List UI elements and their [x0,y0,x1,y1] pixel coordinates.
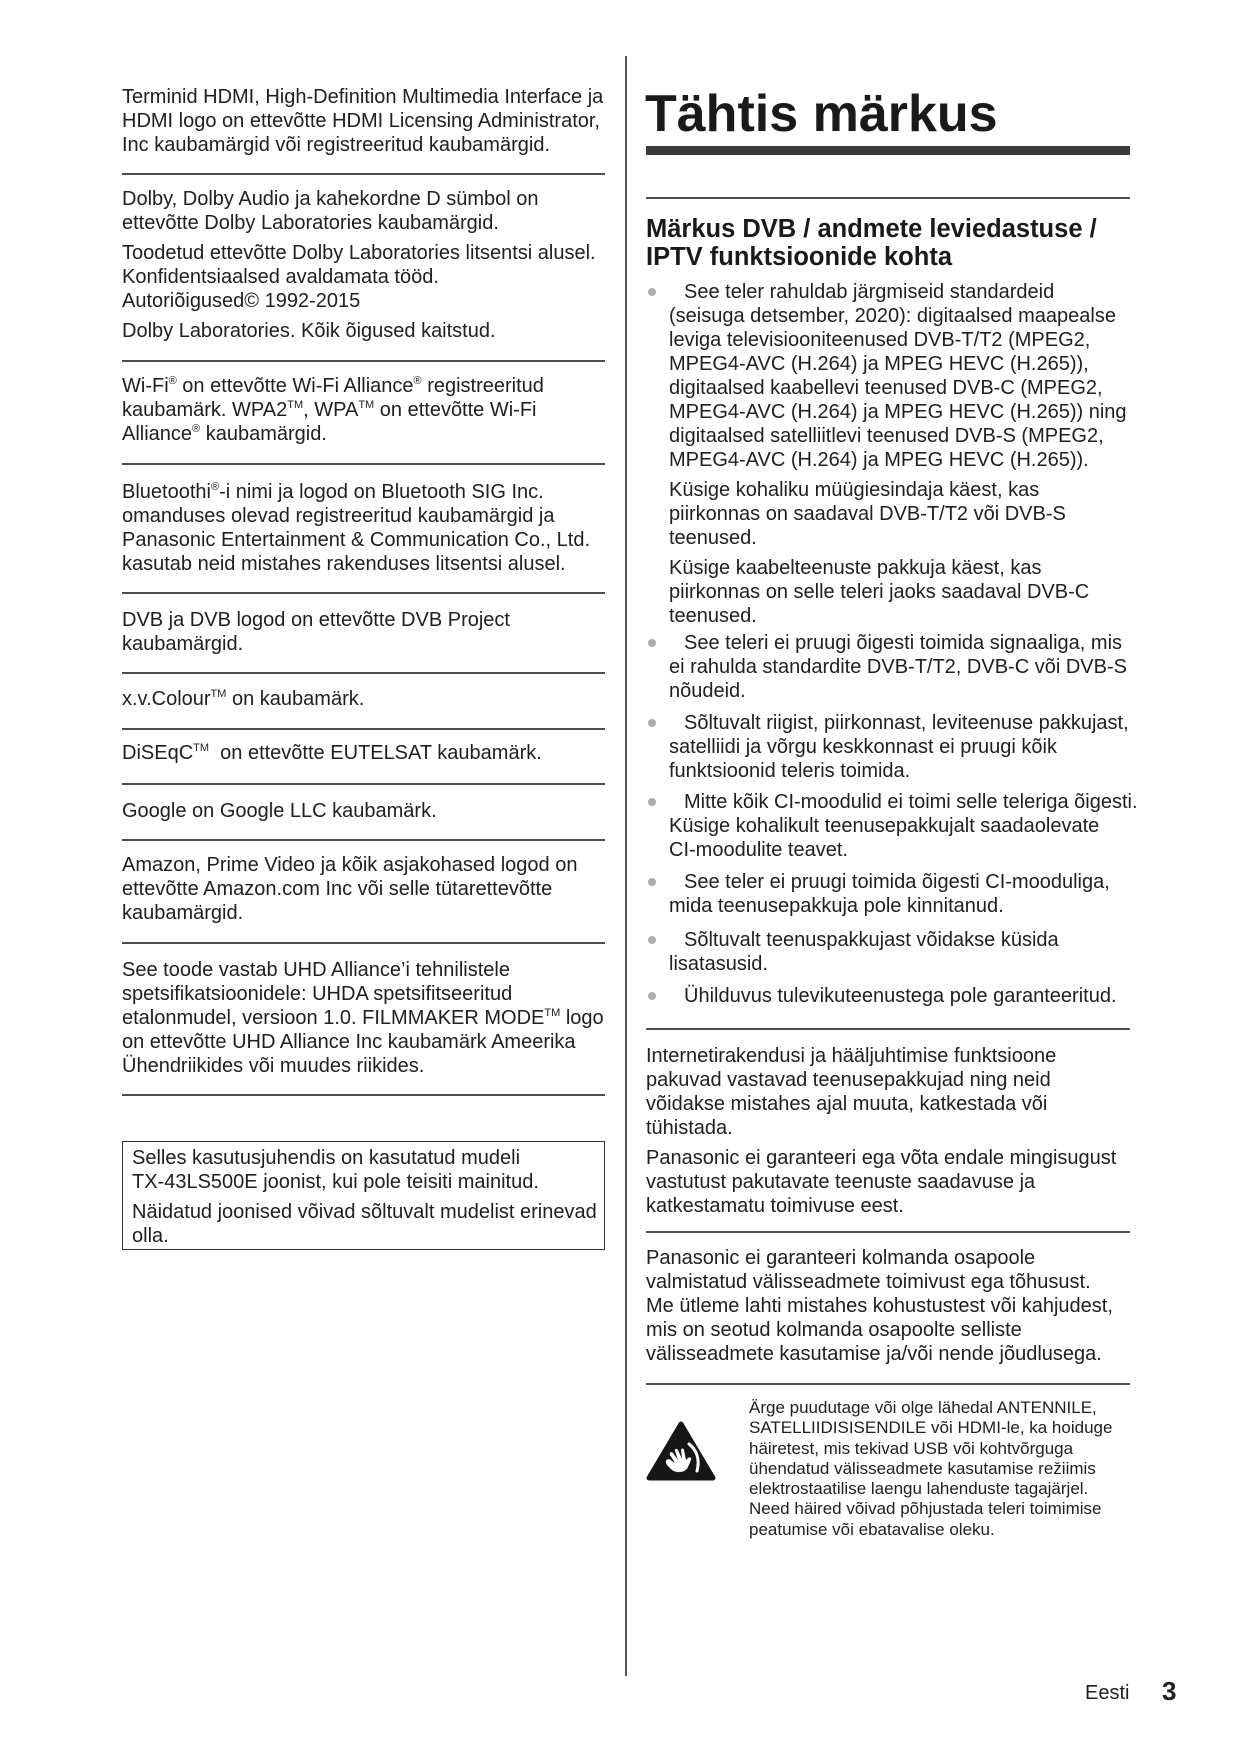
text-line: teenused. [669,527,757,549]
model-illustration-notice-box [122,1141,605,1250]
bluetooth-trademark-note [122,480,612,576]
text-segment: x.v.Colour [122,688,211,710]
section-divider [122,463,605,465]
title-underline-bar [646,146,1130,155]
xvcolour-trademark-note [122,687,612,711]
text-line: Panasonic Entertainment & Communication Co., Ltd. [122,529,591,551]
text-line: leviga televisiooniteenused DVB-T/T2 (MPEG2, [669,329,1091,351]
text-line: Mitte kõik CI-moodulid ei toimi selle teleriga õigesti. [684,791,1138,813]
google-trademark-note [122,799,612,823]
superscript-mark: TM [287,399,304,411]
section-divider [122,942,605,944]
bullet-item-regional-functions [669,711,1149,783]
text-line: Google on Google LLC kaubamärk. [122,800,437,822]
text-line [122,398,612,422]
text-line: kaubamärgid. [122,902,244,924]
text-segment: logo [560,1007,604,1029]
paragraph [122,687,612,711]
text-line: Autoriõigused© 1992-2015 [122,290,361,312]
hdmi-trademark-note [122,85,612,157]
paragraph [669,928,1149,976]
text-line: ei rahulda standardite DVB-T/T2, DVB-C või DVB-S [669,656,1127,678]
dolby-trademark-note [122,187,612,343]
section-divider [646,197,1130,199]
paragraph [122,187,612,235]
paragraph [122,799,612,823]
section-divider [646,1383,1130,1385]
text-line: on ettevõtte UHD Alliance Inc kaubamärk Ameerika [122,1031,576,1053]
text-line: digitaalsed satelliitlevi teenused DVB-S (MPEG2, [669,425,1104,447]
text-line: häiretest, mis tekivad USB või kohtvõrguga [749,1438,1074,1458]
paragraph [122,241,612,313]
text-line: Internetirakendusi ja hääljuhtimise funktsioone [646,1045,1057,1067]
bullet-item-ci-module-approval [669,870,1149,918]
text-line: spetsifikatsioonidele: UHDA spetsifitseeritud [122,983,513,1005]
text-segment: Wi-Fi [122,375,169,397]
section-divider [122,839,605,841]
paragraph [122,958,612,1078]
text-segment: Bluetoothi [122,481,211,503]
bullet-dot-icon [648,878,656,886]
bullet-dot-icon [648,992,656,1000]
text-line: välisseadmete kasutamise ja/või nende jõudlusega. [646,1343,1102,1365]
text-line: piirkonnas on saadaval DVB-T/T2 või DVB-S [669,503,1066,525]
uhd-alliance-note [122,958,612,1078]
text-segment: on kaubamärk. [226,688,365,710]
text-line [122,741,612,765]
text-line: MPEG4-AVC (H.264) ja MPEG HEVC (H.265)) ning [669,401,1127,423]
text-line: vastutust pakutavate teenuste saadavuse ja [646,1171,1036,1193]
text-segment: etalonmudel, versioon 1.0. FILMMAKER MODE [122,1007,545,1029]
text-line: kasutab neid mistahes rakenduses litsentsi alusel. [122,553,566,575]
text-line: IPTV funktsioonide kohta [646,243,953,271]
section-divider [646,1231,1130,1233]
text-line: Ühilduvus tulevikuteenustega pole garanteeritud. [684,985,1117,1007]
section-divider [646,1028,1130,1030]
text-segment: DiSEqC [122,742,194,764]
text-line: CI-moodulite teavet. [669,839,848,861]
paragraph [669,790,1149,862]
text-line: olla. [132,1225,169,1247]
paragraph [669,984,1149,1008]
bullet-item-ci-modules [669,790,1149,862]
text-line [122,422,612,446]
text-line: Küsige kohaliku müügiesindaja käest, kas [669,479,1040,501]
text-line: valmistatud välisseadmete toimivust ega tõhusust. [646,1271,1091,1293]
paragraph [122,608,612,656]
superscript-mark: ® [192,423,201,435]
text-line: Konfidentsiaalsed avaldamata tööd. [122,266,439,288]
text-line: elektrostaatilise laengu lahenduste tagajärjel. [749,1479,1089,1499]
paragraph [669,280,1149,472]
dvb-section-heading [646,215,1097,271]
third-party-devices-note [646,1246,1146,1366]
text-line: Näidatud joonised võivad sõltuvalt mudelist erinevad [132,1201,597,1223]
text-line: Sõltuvalt teenuspakkujast võidakse küsida [684,929,1059,951]
text-segment: on ettevõtte EUTELSAT kaubamärk. [209,742,542,764]
paragraph [646,1146,1146,1218]
text-line: MPEG4-AVC (H.264) ja MPEG HEVC (H.265)), [669,353,1089,375]
paragraph [669,631,1149,703]
section-divider [122,173,605,175]
paragraph [669,870,1149,918]
wifi-trademark-note [122,374,612,446]
text-segment: registreeritud [421,375,544,397]
text-line: Panasonic ei garanteeri ega võta endale mingisugust [646,1147,1117,1169]
superscript-mark: ® [413,375,422,387]
text-line: nõudeid. [669,680,746,702]
text-line [122,1006,612,1030]
text-segment: on ettevõtte Wi-Fi [374,399,537,421]
text-line: mis on seotud kolmanda osapoolte selliste [646,1319,1022,1341]
paragraph [122,85,612,157]
section-divider [122,592,605,594]
text-line: Küsige kaabelteenuste pakkuja käest, kas [669,557,1042,579]
text-line: Ühendriikides või muudes riikides. [122,1055,425,1077]
text-segment: , WPA [303,399,359,421]
text-line: teenused. [669,605,757,627]
text-line [122,687,612,711]
text-line: mida teenusepakkuja pole kinnitanud. [669,895,1004,917]
paragraph [122,741,612,765]
text-line: TX-43LS500E joonist, kui pole teisiti mainitud. [132,1171,539,1193]
superscript-mark: ® [168,375,177,387]
text-line: SATELLIIDISISENDILE või HDMI-le, ka hoiduge [749,1418,1113,1438]
section-divider [122,672,605,674]
bullet-item-future-compatibility [669,984,1149,1008]
paragraph [669,556,1149,628]
bullet-item-additional-fees [669,928,1149,976]
paragraph [646,1044,1146,1140]
text-line: digitaalsed kaabellevi teenused DVB-C (MPEG2, [669,377,1103,399]
paragraph [749,1398,1129,1540]
text-line: peatumise või ebatavalise oleku. [749,1519,995,1539]
diseqc-trademark-note [122,741,612,765]
internet-services-note [646,1044,1146,1218]
text-line: ettevõtte Dolby Laboratories kaubamärgid. [122,212,499,234]
text-segment: -i nimi ja logod on Bluetooth SIG Inc. [219,481,544,503]
text-line: ühendatud välisseadmete kasutamise režiimis [749,1458,1096,1478]
text-segment: Alliance [122,423,193,445]
bullet-dot-icon [648,936,656,944]
paragraph [122,319,612,343]
superscript-mark: TM [193,742,210,754]
paragraph [122,480,612,576]
bullet-item-dvb-standards [669,280,1149,628]
superscript-mark: TM [544,1007,561,1019]
text-line: Panasonic ei garanteeri kolmanda osapoole [646,1247,1036,1269]
text-line: Dolby, Dolby Audio ja kahekordne D sümbol on [122,188,539,210]
text-line: HDMI logo on ettevõtte HDMI Licensing Administrator, [122,110,600,132]
text-line: (seisuga detsember, 2020): digitaalsed maapealse [669,305,1116,327]
esd-warning-text [749,1398,1129,1540]
text-line: Ärge puudutage või olge lähedal ANTENNILE, [749,1398,1097,1417]
text-line [122,480,612,504]
text-line: See teler rahuldab järgmiseid standardeid [684,281,1055,303]
paragraph [122,853,612,925]
bullet-item-signal-compatibility [669,631,1149,703]
text-line: See teleri ei pruugi õigesti toimida signaaliga, mis [684,632,1123,654]
text-line: kaubamärgid. [122,633,244,655]
text-line: Märkus DVB / andmete leviedastuse / [646,215,1097,243]
footer-language: Eesti [1085,1682,1130,1704]
page-title: Tähtis märkus [645,85,998,143]
text-line: omanduses olevad registreeritud kaubamärgid ja [122,505,555,527]
superscript-mark: ® [210,481,220,493]
bullet-dot-icon [648,288,656,296]
text-line: Toodetud ettevõtte Dolby Laboratories litsentsi alusel. [122,242,596,264]
text-line: Sõltuvalt riigist, piirkonnast, leviteenuse pakkujast, [684,712,1129,734]
paragraph [669,478,1149,550]
text-line: võidakse mistahes ajal muuta, katkestada või [646,1093,1048,1115]
text-line: satelliidi ja võrgu keskkonnast ei pruugi kõik [669,736,1057,758]
section-divider [122,783,605,785]
text-line: ettevõtte Amazon.com Inc või selle tütarettevõtte [122,878,553,900]
text-line: Küsige kohalikult teenusepakkujalt saadaolevate [669,815,1100,837]
superscript-mark: TM [210,688,227,700]
page-number: 3 [1162,1676,1177,1706]
text-line: See teler ei pruugi toimida õigesti CI-mooduliga, [684,871,1110,893]
text-segment: kaubamärk. WPA2 [122,399,288,421]
esd-warning-icon [645,1419,717,1483]
section-divider [122,728,605,730]
bullet-dot-icon [648,639,656,647]
text-line: Terminid HDMI, High-Definition Multimedia Interface ja [122,86,604,108]
text-line: funktsioonid teleris toimida. [669,760,911,782]
text-line: Amazon, Prime Video ja kõik asjakohased logod on [122,854,578,876]
text-line: Need häired võivad põhjustada teleri toimimise [749,1499,1102,1519]
section-divider [122,1094,605,1096]
text-line: Me ütleme lahti mistahes kohustustest või kahjudest, [646,1295,1113,1317]
amazon-trademark-note [122,853,612,925]
text-line: tühistada. [646,1117,733,1139]
text-line: Selles kasutusjuhendis on kasutatud mudeli [132,1147,521,1169]
text-segment: kaubamärgid. [200,423,327,445]
text-line: DVB ja DVB logod on ettevõtte DVB Project [122,609,510,631]
text-line: piirkonnas on selle teleri jaoks saadaval DVB-C [669,581,1090,603]
paragraph [122,374,612,446]
text-line: katkestamatu toimivuse eest. [646,1195,904,1217]
text-line: MPEG4-AVC (H.264) ja MPEG HEVC (H.265)). [669,449,1089,471]
column-divider [625,56,627,1676]
paragraph [646,215,1097,271]
text-line: Inc kaubamärgid või registreeritud kaubamärgid. [122,134,550,156]
text-line: pakuvad vastavad teenusepakkujad ning neid [646,1069,1051,1091]
section-divider [122,360,605,362]
text-line [122,374,612,398]
text-line: lisatasusid. [669,953,768,975]
text-line: See toode vastab UHD Alliance’i tehnilistele [122,959,510,981]
paragraph [132,1200,595,1248]
bullet-dot-icon [648,798,656,806]
paragraph [669,711,1149,783]
superscript-mark: TM [358,399,375,411]
paragraph [646,1246,1146,1366]
text-segment: on ettevõtte Wi-Fi Alliance [176,375,414,397]
bullet-dot-icon [648,719,656,727]
paragraph [132,1146,595,1194]
dvb-trademark-note [122,608,612,656]
text-line: Dolby Laboratories. Kõik õigused kaitstud. [122,320,496,342]
